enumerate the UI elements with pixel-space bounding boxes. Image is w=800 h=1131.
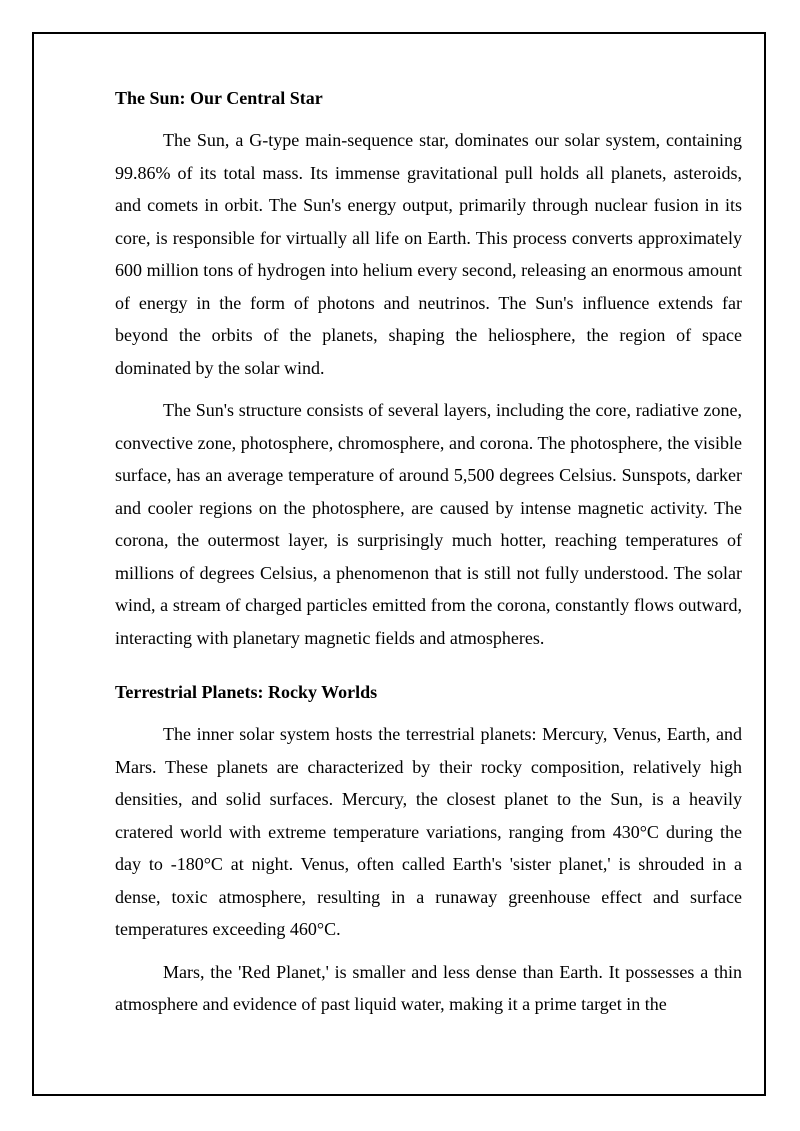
section-sun xyxy=(115,86,742,654)
paragraph: The inner solar system hosts the terrestrial planets: Mercury, Venus, Earth, and Mars. These planets are characterized by their rocky composition, relatively high densities, and solid surfaces. Mercury, the closest planet to the Sun, is a heavily cratered world with extreme temperature variations, ranging from 430°C during the day to -180°C at night. Venus, often called Earth's 'sister planet,' is shrouded in a dense, toxic atmosphere, resulting in a runaway greenhouse effect and surface temperatures exceeding 460°C. xyxy=(115,724,742,939)
paragraph: The Sun, a G-type main-sequence star, dominates our solar system, containing 99.86% of its total mass. Its immense gravitational pull holds all planets, asteroids, and comets in orbit. The Sun's energy output, primarily through nuclear fusion in its core, is responsible for virtually all life on Earth. This process converts approximately 600 million tons of hydrogen into helium every second, releasing an enormous amount of energy in the form of photons and neutrinos. The Sun's influence extends far beyond the orbits of the planets, shaping the heliosphere, the region of space dominated by the solar wind. xyxy=(115,130,742,378)
document-body xyxy=(115,86,742,1031)
section-heading: The Sun: Our Central Star xyxy=(115,88,323,108)
section-heading: Terrestrial Planets: Rocky Worlds xyxy=(115,682,378,702)
paragraph: Mars, the 'Red Planet,' is smaller and less dense than Earth. It possesses a thin atmosphere and evidence of past liquid water, making it a prime target in the xyxy=(115,961,742,1014)
paragraph: The Sun's structure consists of several layers, including the core, radiative zone, convective zone, photosphere, chromosphere, and corona. The photosphere, the visible surface, has an average temperature of around 5,500 degrees Celsius. Sunspots, darker and cooler regions on the photosphere, are caused by intense magnetic activity. The corona, the outermost layer, is surprisingly much hotter, reaching temperatures of millions of degrees Celsius, a phenomenon that is still not fully understood. The solar wind, a stream of charged particles emitted from the corona, constantly flows outward, interacting with planetary magnetic fields and atmospheres. xyxy=(115,400,742,648)
section-terrestrial-planets xyxy=(115,680,742,1021)
